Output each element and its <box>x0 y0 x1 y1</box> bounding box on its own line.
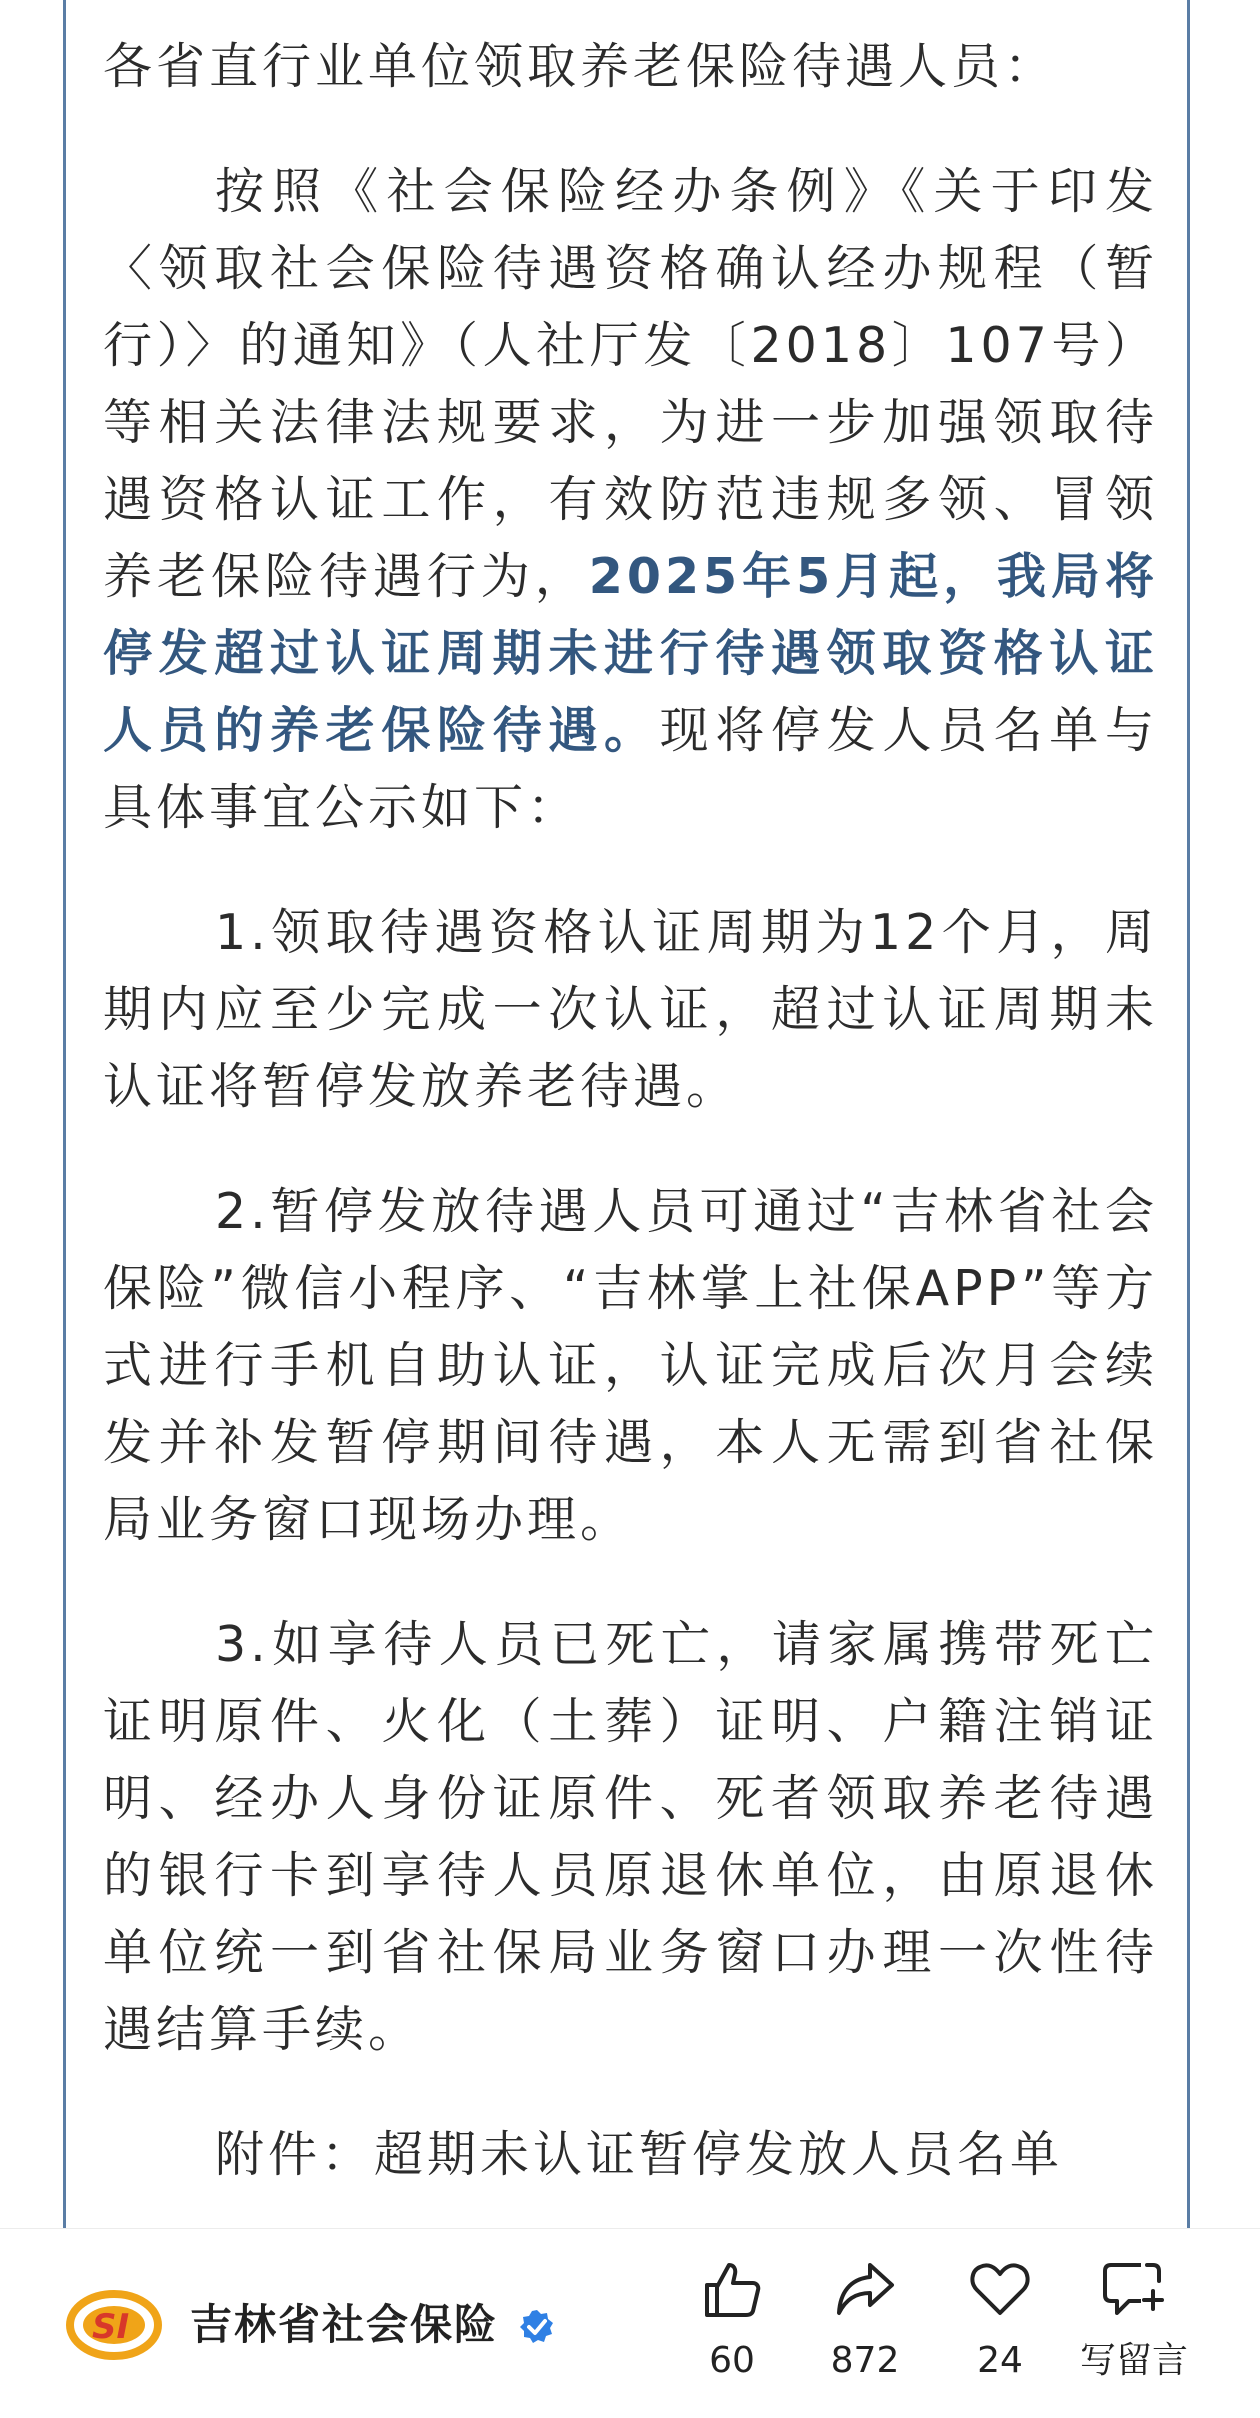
heart-icon <box>969 2259 1031 2319</box>
article-container <box>63 0 1190 2228</box>
jilin-social-insurance-logo-icon[interactable] <box>66 2289 162 2361</box>
like-button[interactable] <box>667 2259 797 2409</box>
share-count: 872 <box>830 2340 900 2381</box>
attachment-line: 附件：超期未认证暂停发放人员名单 <box>215 2126 1064 2183</box>
share-button[interactable] <box>800 2259 930 2409</box>
like-count: 60 <box>709 2340 755 2381</box>
salutation: 各省直行业单位领取养老保险待遇人员： <box>103 38 1058 95</box>
share-arrow-icon <box>834 2259 896 2319</box>
write-comment-label: 写留言 <box>1079 2340 1188 2381</box>
comment-add-icon <box>1101 2259 1167 2319</box>
item-1-paragraph: 1.领取待遇资格认证周期为12个月，周期内应至少完成一次认证，超过认证周期未认证将暂停发放养老待遇。 <box>103 904 1158 1115</box>
write-comment-button[interactable] <box>1069 2259 1199 2409</box>
intro-paragraph <box>103 153 1158 846</box>
favorite-button[interactable] <box>935 2259 1065 2409</box>
item-2-paragraph: 2.暂停发放待遇人员可通过“吉林省社会保险”微信小程序、“吉林掌上社保APP”等方式进行手机自助认证，认证完成后次月会续发并补发暂停期间待遇，本人无需到省社保局业务窗口现场办理。 <box>103 1183 1158 1548</box>
intro-text: 按照《社会保险经办条例》《关于印发〈领取社会保险待遇资格确认经办规程（暂行）〉的通知》（人社厅发〔2018〕107号）等相关法律法规要求，为进一步加强领取待遇资格认证工作，有效防范违规多领、冒领养老保险待遇行为， <box>103 163 1158 605</box>
account-name[interactable]: 吉林省社会保险 <box>190 2300 499 2349</box>
article-body <box>103 28 1158 2193</box>
bottom-action-bar <box>0 2228 1260 2418</box>
thumbs-up-icon <box>701 2259 763 2319</box>
intro-highlight: 2025年5月起，我局将停发超过认证周期未进行待遇领取资格认证人员的养老保险待遇。 <box>103 548 1158 759</box>
favorite-count: 24 <box>977 2340 1023 2381</box>
svg-text:SI: SI <box>92 2307 130 2347</box>
intro-text-end: 现将停发人员名单与具体事宜公示如下： <box>103 702 1158 836</box>
verified-badge-icon <box>518 2308 556 2346</box>
item-3-paragraph: 3.如享待人员已死亡，请家属携带死亡证明原件、火化（土葬）证明、户籍注销证明、经办人身份证原件、死者领取养老待遇的银行卡到享待人员原退休单位，由原退休单位统一到省社保局业务窗口办理一次性待遇结算手续。 <box>103 1616 1158 2058</box>
